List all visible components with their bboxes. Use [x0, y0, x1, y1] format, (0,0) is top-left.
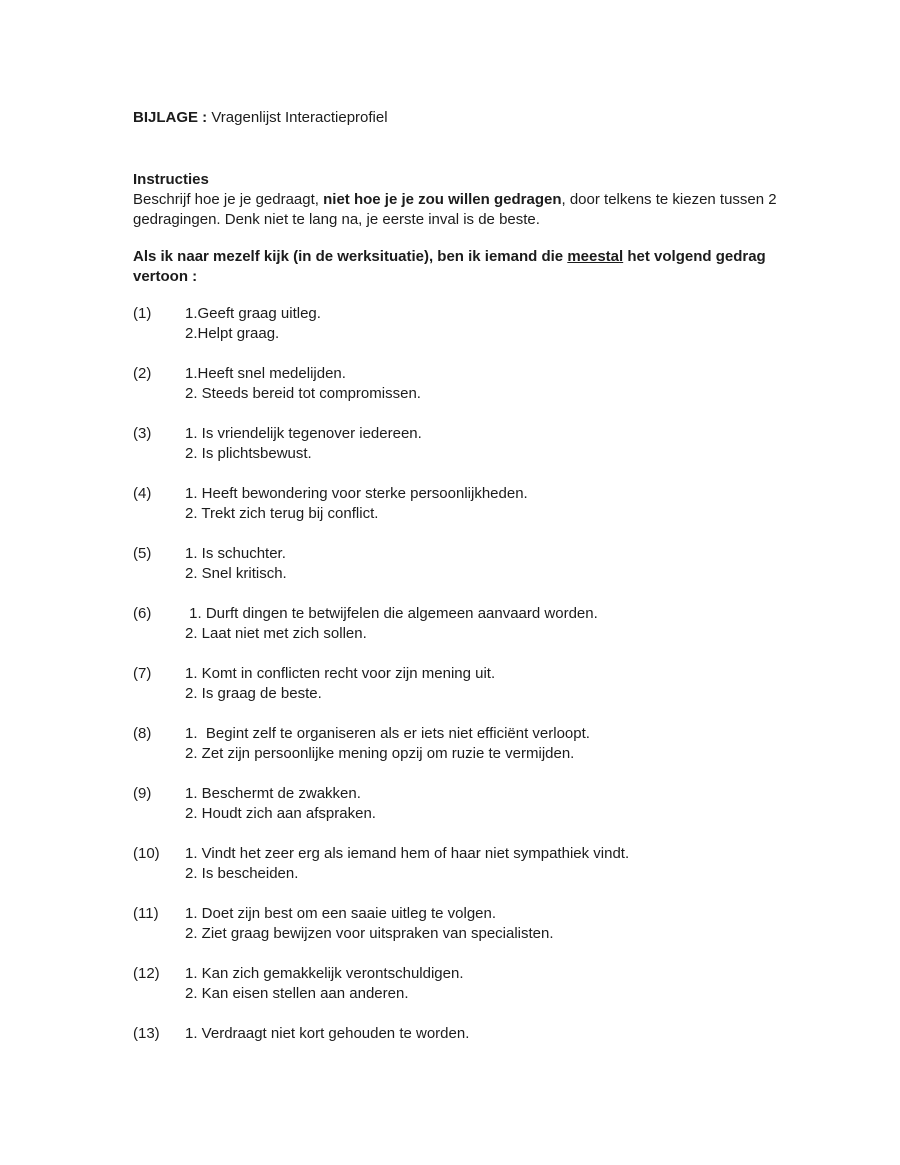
prompt-line-1-underlined: meestal — [567, 248, 624, 265]
instructions-line-1-post: , door telkens te kiezen tussen 2 — [561, 191, 777, 208]
question-option-2: 2. Is plichtsbewust. — [185, 445, 312, 462]
question-option-2: 2. Zet zijn persoonlijke mening opzij om ruzie te vermijden. — [185, 745, 575, 762]
question-number: (7) — [133, 665, 152, 682]
question-item-12 — [133, 964, 815, 1004]
question-option-1: 1. Durft dingen te betwijfelen die algemeen aanvaard worden. — [185, 605, 598, 622]
question-number: (5) — [133, 545, 152, 562]
document-title — [133, 108, 815, 128]
prompt-line-2: vertoon : — [133, 268, 198, 285]
question-option-1: 1. Is vriendelijk tegenover iedereen. — [185, 425, 422, 442]
question-option-2: 2. Trekt zich terug bij conflict. — [185, 505, 379, 522]
question-number: (1) — [133, 305, 152, 322]
question-item-5 — [133, 544, 815, 584]
question-option-2: 2. Snel kritisch. — [185, 565, 287, 582]
question-number: (3) — [133, 425, 152, 442]
question-item-13 — [133, 1024, 815, 1044]
question-item-3 — [133, 424, 815, 464]
instructions-line-1-bold: niet hoe je je zou willen gedragen — [323, 191, 562, 208]
question-option-2: 2. Is graag de beste. — [185, 685, 322, 702]
question-number: (6) — [133, 605, 152, 622]
instructions-line-1-pre: Beschrijf hoe je je gedraagt, — [133, 191, 324, 208]
prompt-line-1 — [133, 247, 815, 267]
question-option-1: 1.Geeft graag uitleg. — [185, 305, 321, 322]
question-option-1: 1. Kan zich gemakkelijk verontschuldigen. — [185, 965, 464, 982]
question-number: (9) — [133, 785, 152, 802]
question-item-8 — [133, 724, 815, 764]
question-item-7 — [133, 664, 815, 704]
question-option-1: 1. Begint zelf te organiseren als er iets niet efficiënt verloopt. — [185, 725, 590, 742]
question-number: (2) — [133, 365, 152, 382]
question-option-1: 1. Is schuchter. — [185, 545, 286, 562]
prompt-heading — [133, 247, 815, 287]
question-option-1: 1. Doet zijn best om een saaie uitleg te volgen. — [185, 905, 497, 922]
prompt-line-1-pre: Als ik naar mezelf kijk (in de werksituatie), ben ik iemand die — [133, 248, 568, 265]
question-option-2: 2.Helpt graag. — [185, 325, 280, 342]
question-number: (13) — [133, 1025, 160, 1042]
document-title-text: Vragenlijst Interactieprofiel — [207, 109, 388, 126]
question-number: (10) — [133, 845, 160, 862]
question-item-10 — [133, 844, 815, 884]
question-option-1: 1. Komt in conflicten recht voor zijn mening uit. — [185, 665, 496, 682]
question-option-2: 2. Kan eisen stellen aan anderen. — [185, 985, 409, 1002]
question-item-1 — [133, 304, 815, 344]
instructions-heading: Instructies — [133, 171, 209, 188]
document-title-label: BIJLAGE : — [133, 109, 208, 126]
question-option-2: 2. Steeds bereid tot compromissen. — [185, 385, 421, 402]
question-number: (8) — [133, 725, 152, 742]
question-list — [133, 304, 815, 1044]
prompt-line-1-post: het volgend gedrag — [623, 248, 766, 265]
instructions-section — [133, 170, 815, 230]
question-option-1: 1. Verdraagt niet kort gehouden te worden. — [185, 1025, 470, 1042]
question-item-2 — [133, 364, 815, 404]
question-option-1: 1. Heeft bewondering voor sterke persoonlijkheden. — [185, 485, 528, 502]
question-option-2: 2. Laat niet met zich sollen. — [185, 625, 367, 642]
question-number: (4) — [133, 485, 152, 502]
question-item-4 — [133, 484, 815, 524]
question-option-1: 1.Heeft snel medelijden. — [185, 365, 346, 382]
question-option-2: 2. Is bescheiden. — [185, 865, 299, 882]
instructions-line-1 — [133, 190, 815, 210]
question-option-1: 1. Vindt het zeer erg als iemand hem of haar niet sympathiek vindt. — [185, 845, 630, 862]
question-item-6 — [133, 604, 815, 644]
question-option-1: 1. Beschermt de zwakken. — [185, 785, 361, 802]
question-number: (12) — [133, 965, 160, 982]
question-number: (11) — [133, 905, 159, 922]
instructions-line-2: gedragingen. Denk niet te lang na, je eerste inval is de beste. — [133, 211, 540, 228]
question-item-11 — [133, 904, 815, 944]
question-option-2: 2. Ziet graag bewijzen voor uitspraken van specialisten. — [185, 925, 554, 942]
question-option-2: 2. Houdt zich aan afspraken. — [185, 805, 376, 822]
question-item-9 — [133, 784, 815, 824]
